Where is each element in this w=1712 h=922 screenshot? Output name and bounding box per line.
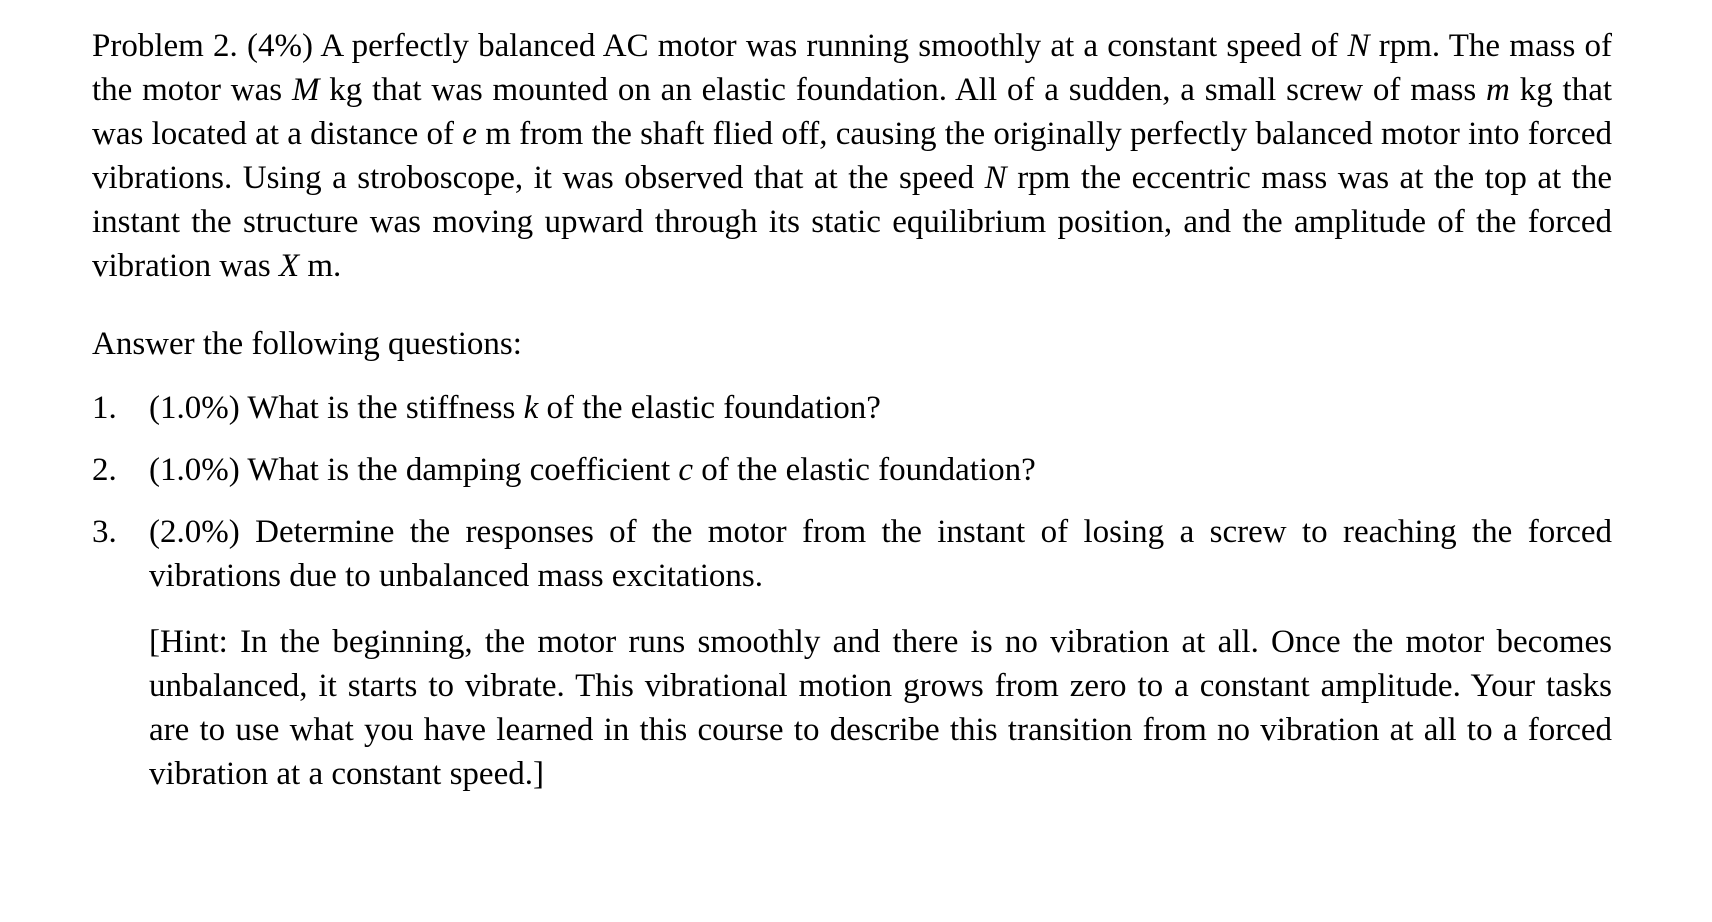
statement-text: rpm. The mass of the motor was — [92, 28, 1612, 108]
variable-k: k — [523, 390, 539, 426]
variable-c: c — [678, 452, 694, 488]
question-text: (2.0%) Determine the responses of the motor from the instant of losing a screw to reaching the forced vibrations due to unbalanced mass excitations. — [149, 514, 1612, 594]
question-text-part: of the elastic foundation? — [693, 452, 1036, 488]
question-item — [92, 448, 1612, 492]
question-text — [149, 386, 1612, 430]
variable-N: N — [1347, 28, 1370, 64]
variable-X: X — [278, 248, 300, 284]
question-number: 3. — [92, 514, 117, 550]
statement-text: rpm the eccentric mass was at the top at the instant the structure was moving upward through its static equilibrium position, and the amplitude of the forced vibration was — [92, 160, 1612, 284]
statement-text: m from the shaft flied off, causing the originally perfectly balanced motor into forced vibrations. Using a stroboscope, it was observed that at the speed — [92, 116, 1612, 196]
question-text — [149, 448, 1612, 492]
problem-statement — [92, 24, 1612, 288]
question-item — [92, 386, 1612, 430]
question-text-part: (1.0%) What is the damping coefficient — [149, 452, 679, 488]
question-list — [92, 386, 1612, 598]
variable-M: M — [291, 72, 320, 108]
statement-text: kg that was mounted on an elastic foundation. All of a sudden, a small screw of mass — [319, 72, 1487, 108]
variable-m: m — [1486, 72, 1510, 108]
problem-document — [92, 24, 1612, 796]
problem-heading: Problem 2. (4%) — [92, 28, 313, 64]
variable-N: N — [984, 160, 1007, 196]
question-text-part: (1.0%) What is the stiffness — [149, 390, 524, 426]
statement-text: m. — [299, 248, 342, 284]
variable-e: e — [462, 116, 477, 152]
answer-heading: Answer the following questions: — [92, 326, 522, 362]
statement-text: kg that was located at a distance of — [92, 72, 1613, 152]
hint-paragraph: [Hint: In the beginning, the motor runs smoothly and there is no vibration at all. Once the motor becomes unbalanced, it starts to vibrate. This vibrational motion grows from zero to a constant amplitude. Your tasks are to use what you have learned in this course to describe this transition from no vibration at all to a forced vibration at a constant speed.] — [149, 624, 1612, 792]
statement-text: A perfectly balanced AC motor was running smoothly at a constant speed of — [312, 28, 1348, 64]
question-text-part: of the elastic foundation? — [538, 390, 881, 426]
question-number: 1. — [92, 390, 117, 426]
question-item — [92, 510, 1612, 598]
question-number: 2. — [92, 452, 117, 488]
